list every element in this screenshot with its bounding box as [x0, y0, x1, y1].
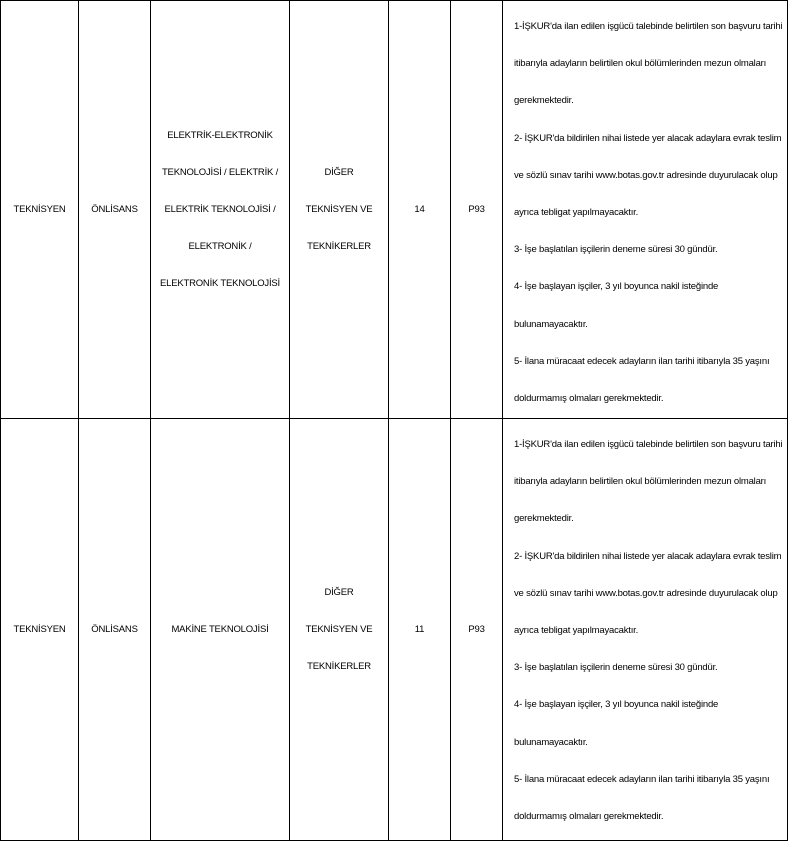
requirement-note-line: ayrıca tebligat yapılmayacaktır.: [514, 625, 639, 637]
category-line: TEKNİSYEN VE: [305, 624, 373, 635]
requirement-note-line: doldurmamış olmaları gerekmektedir.: [514, 393, 664, 405]
requirement-note-line: ayrıca tebligat yapılmayacaktır.: [514, 207, 639, 219]
category-line: TEKNİSYEN VE: [305, 204, 373, 215]
kpss-code-cell: P93: [451, 419, 503, 841]
requirement-note-line: 4- İşe başlayan işçiler, 3 yıl boyunca nakil isteğinde: [514, 699, 719, 711]
requirement-note-line: itibarıyla adayların belirtilen okul bölümlerinden mezun olmaları: [514, 58, 767, 70]
requirement-note-line: gerekmektedir.: [514, 95, 574, 107]
requirement-note-line: 4- İşe başlayan işçiler, 3 yıl boyunca nakil isteğinde: [514, 281, 719, 293]
requirement-note-line: 5- İlana müracaat edecek adayların ilan tarihi itibarıyla 35 yaşını: [514, 773, 770, 785]
requirement-note-line: 1-İŞKUR'da ilan edilen işgücü talebinde belirtilen son başvuru tarihi: [514, 21, 783, 32]
category-line: TEKNİKERLER: [307, 661, 371, 672]
department-line: MAKİNE TEKNOLOJİSİ: [171, 624, 269, 635]
requirement-note-line: doldurmamış olmaları gerekmektedir.: [514, 811, 664, 823]
requirement-note-line: ve sözlü sınav tarihi www.botas.gov.tr adresinde duyurulacak olup: [514, 169, 778, 181]
requirement-note-line: gerekmektedir.: [514, 513, 574, 525]
table-row: [1, 1, 788, 419]
table-body: [1, 1, 788, 841]
requirement-note-line: bulunamayacaktır.: [514, 318, 588, 330]
kpss-code-cell: P93: [451, 1, 503, 419]
departments-cell: [151, 419, 290, 841]
requirements-notes-cell: [503, 419, 788, 841]
requirement-note-line: 2- İŞKUR'da bildirilen nihai listede yer alacak adaylara evrak teslim: [514, 550, 782, 562]
requirement-note-line: 2- İŞKUR'da bildirilen nihai listede yer alacak adaylara evrak teslim: [514, 132, 782, 144]
category-line: TEKNİKERLER: [307, 241, 371, 252]
category-line: DİĞER: [324, 587, 354, 598]
requirement-note-line: itibarıyla adayların belirtilen okul bölümlerinden mezun olmaları: [514, 476, 767, 488]
departments-cell: [151, 1, 290, 419]
job-title-cell: TEKNİSYEN: [1, 1, 79, 419]
department-line: ELEKTRİK TEKNOLOJİSİ /: [164, 204, 276, 215]
requirement-note-line: 3- İşe başlatılan işçilerin deneme süresi 30 gündür.: [514, 662, 718, 674]
department-line: TEKNOLOJİSİ / ELEKTRİK /: [161, 167, 279, 178]
education-level-cell: ÖNLİSANS: [79, 419, 151, 841]
headcount-cell: 14: [389, 1, 451, 419]
department-line: ELEKTRONİK /: [188, 241, 252, 252]
department-line: ELEKTRİK-ELEKTRONİK: [167, 130, 273, 141]
job-title-cell: TEKNİSYEN: [1, 419, 79, 841]
requirement-note-line: bulunamayacaktır.: [514, 736, 588, 748]
occupation-category-cell: [290, 1, 389, 419]
requirement-note-line: 1-İŞKUR'da ilan edilen işgücü talebinde belirtilen son başvuru tarihi: [514, 439, 783, 450]
requirement-note-line: 3- İşe başlatılan işçilerin deneme süresi 30 gündür.: [514, 244, 718, 256]
headcount-cell: 11: [389, 419, 451, 841]
education-level-cell: ÖNLİSANS: [79, 1, 151, 419]
requirement-note-line: ve sözlü sınav tarihi www.botas.gov.tr adresinde duyurulacak olup: [514, 587, 778, 599]
category-line: DİĞER: [324, 167, 354, 178]
requirements-notes-cell: [503, 1, 788, 419]
department-line: ELEKTRONİK TEKNOLOJİSİ: [159, 278, 280, 289]
table-row: [1, 419, 788, 841]
requirement-note-line: 5- İlana müracaat edecek adayların ilan tarihi itibarıyla 35 yaşını: [514, 355, 770, 367]
occupation-category-cell: [290, 419, 389, 841]
